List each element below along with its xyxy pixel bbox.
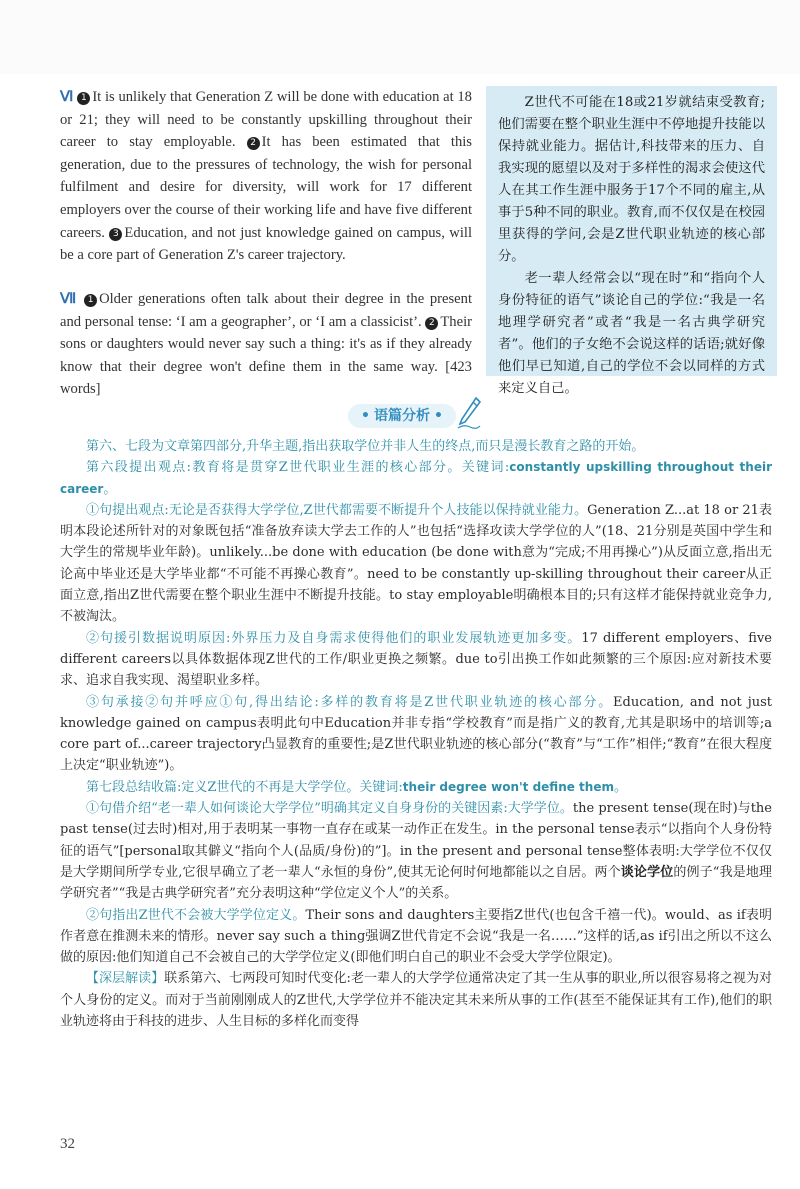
sentence-body: the present tense(现在时)与the past tense(过去时)相对,用于表明某一事物一直存在或某一动作正在发生。in the personal tense表示“以指向个人身份特征的语气”[personal取其僻义“指向个人(品质/身份)的”]。in the present and personal tense整体表明:大学学位不仅仅是大学期间所学专业,它很早确立了老一辈人“永恒的身份”,使其无论何时何地都能以之自居。两个 bbox=[60, 801, 772, 880]
sentence-marker-2: 2 bbox=[247, 137, 260, 150]
translation-paragraph: 老一辈人经常会以“现在时”和“指向个人身份特征的语气”谈论自己的学位:“我是一名地理学研究者”或者“我是一名古典学研究者”。他们的子女绝不会说这样的话语;就好像他们早已知道,自己的学位不会以同样的方式来定义自己。 bbox=[498, 271, 765, 396]
deep-reading-body: 联系第六、七两段可知时代变化:老一辈人的大学学位通常决定了其一生从事的职业,所以很容易将之视为对个人身份的定义。而对于当前刚刚成人的Z世代,大学学位并不能决定其未来所从事的工作(甚至不能保证其有工作),他们的职业轨迹将由于科技的进步、人生目标的多样化而变得 bbox=[60, 971, 772, 1030]
heading-end: 。 bbox=[103, 481, 117, 497]
paragraph-number-6: Ⅵ bbox=[60, 89, 74, 105]
analysis-body bbox=[60, 436, 772, 1032]
sentence-text: Their sons or daughters would never say such a thing: it's as if they already know that their degree won't define them in the same way. bbox=[60, 313, 472, 375]
sentence-heading: ①句借介绍“老一辈人如何谈论大学学位”明确其定义自身身份的关键因素:大学学位。 bbox=[86, 801, 573, 817]
analysis-p7-heading bbox=[60, 777, 772, 798]
analysis-sentence-3 bbox=[60, 692, 772, 777]
sentence-text: It has been estimated that this generation, due to the pressures of technology, the wish for personal fulfilment and desire for diversity, will work for 17 different employers over the course of their working life and have five different careers. bbox=[60, 134, 472, 241]
sentence-body: Education, and not just knowledge gained on campus表明此句中Education并非专指“学校教育”而是指广义的教育,尤其是职场中的培训等;a core part of...career trajectory凸显教育的重要性;是Z世代职业轨迹的核心部分(“教育”与“工作”相伴;“教育”在很大程度上决定“职业轨迹”)。 bbox=[60, 694, 772, 774]
analysis-p7-sentence-1 bbox=[60, 798, 772, 904]
keyword: their degree won't define them bbox=[402, 779, 614, 794]
heading-text: 第七段总结收篇:定义Z世代的不再是大学学位。关键词: bbox=[86, 779, 403, 795]
sentence-text: It is unlikely that Generation Z will be done with education at 18 or 21; they will need to be constantly upskilling throughout their career to stay employable. bbox=[60, 89, 472, 151]
section-header-label: 语篇分析 bbox=[374, 408, 430, 424]
analysis-p7-sentence-2 bbox=[60, 905, 772, 969]
deep-reading-label: 【深层解读】 bbox=[86, 971, 165, 987]
sentence-heading: ②句指出Z世代不会被大学学位定义。 bbox=[86, 907, 306, 923]
sentence-marker-3: 3 bbox=[109, 228, 122, 241]
heading-text: 第六段提出观点:教育将是贯穿Z世代职业生涯的核心部分。关键词: bbox=[86, 460, 510, 476]
sentence-text: Education, and not just knowledge gained on campus, will be a core part of Generation Z's career trajectory. bbox=[60, 224, 473, 264]
analysis-sentence-2 bbox=[60, 628, 772, 692]
word-count: [423 words] bbox=[60, 358, 472, 398]
passage-paragraph-6 bbox=[60, 86, 472, 267]
sentence-text: Older generations often talk about their degree in the present and personal tense: ‘I am a geographer’, or ‘I am a classicist’. bbox=[60, 291, 472, 330]
bold-phrase: 谈论学位 bbox=[620, 864, 674, 880]
sentence-body: 17 different employers、five different careers以具体数据体现Z世代的工作/职业更换之频繁。due to引出换工作如此频繁的三个原因:应对新技术要求、追求自我实现、渴望职业多样。 bbox=[60, 630, 772, 689]
section-header: • 语篇分析 • bbox=[348, 404, 456, 428]
analysis-p6-heading bbox=[60, 457, 772, 500]
sentence-body: Generation Z...at 18 or 21表明本段论述所针对的对象既包括“准备放弃读大学去工作的人”也包括“选择攻读大学学位的人”(18、21分别是英国中学生和大学生的常规毕业年龄)。unlikely...be done with education (be done with意为“完成;不用再操心”)从反面立意,指出无论高中毕业还是大学毕业都“不可能不再操心教育”。need to be constantly up-skilling throughout their career从正面立意,指出Z世代需要在整个职业生涯中不断提升技能。to stay employable明确根本目的;只有这样才能保持就业竞争力,不被淘汰。 bbox=[60, 502, 772, 625]
sentence-heading: ①句提出观点:无论是否获得大学学位,Z世代都需要不断提升个人技能以保持就业能力。 bbox=[86, 502, 588, 518]
sentence-tail: 的例子“我是地理学研究者”“我是古典学研究者”充分表明这种“学位定义个人”的关系。 bbox=[60, 864, 772, 902]
deep-reading bbox=[60, 968, 772, 1032]
analysis-sentence-1 bbox=[60, 500, 772, 628]
sentence-heading: ③句承接②句并呼应①句,得出结论:多样的教育将是Z世代职业轨迹的核心部分。 bbox=[86, 694, 614, 710]
sentence-marker-1: 1 bbox=[84, 294, 97, 307]
sentence-body: Their sons and daughters主要指Z世代(也包含千禧一代)。would、as if表明作者意在推测未来的情形。never say such a thing强调Z世代肯定不会说“我是一名……”这样的话,as if引出之所以不这么做的原因:他们知道自己不会被自己的大学学位定义(即他们明白自己的职业不会受大学学位限定)。 bbox=[60, 907, 772, 966]
passage-paragraph-7 bbox=[60, 288, 472, 401]
paragraph-number-7: Ⅶ bbox=[60, 291, 79, 307]
sentence-marker-1: 1 bbox=[77, 92, 90, 105]
analysis-intro: 第六、七段为文章第四部分,升华主题,指出获取学位并非人生的终点,而只是漫长教育之路的开始。 bbox=[86, 439, 645, 454]
top-band bbox=[0, 0, 800, 74]
sentence-heading: ②句援引数据说明原因:外界压力及自身需求使得他们的职业发展轨迹更加多变。 bbox=[86, 630, 582, 646]
translation-paragraph: Z世代不可能在18或21岁就结束受教育;他们需要在整个职业生涯中不停地提升技能以保持就业能力。据估计,科技带来的压力、自我实现的愿望以及对于多样性的渴求会使这代人在其工作生涯中服务于17个不同的雇主,从事于5种不同的职业。教育,而不仅仅是在校园里获得的学问,会是Z世代职业轨迹的核心部分。 bbox=[498, 95, 765, 264]
heading-end: 。 bbox=[613, 779, 627, 795]
pen-icon bbox=[456, 396, 482, 430]
sentence-marker-2: 2 bbox=[425, 317, 438, 330]
translation-box bbox=[486, 86, 777, 396]
page-number: 32 bbox=[60, 1136, 75, 1152]
keyword: constantly upskilling throughout their career bbox=[60, 460, 773, 496]
